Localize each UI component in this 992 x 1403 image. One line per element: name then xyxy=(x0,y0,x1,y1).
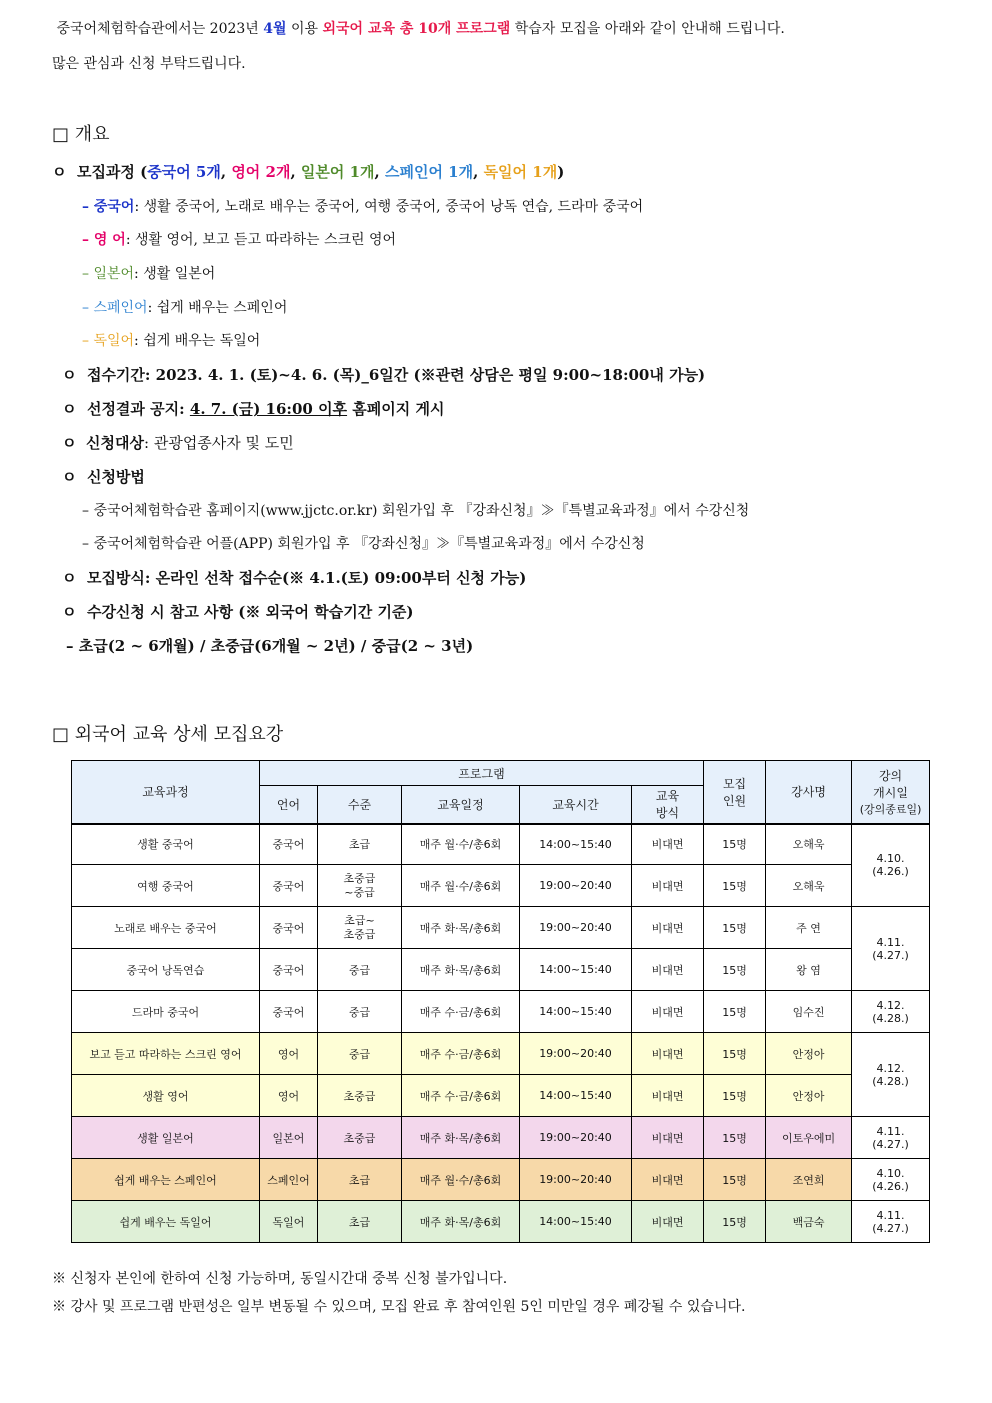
table-row: 여행 중국어 중국어 초중급 ~중급 매주 월·수/총6회 19:00~20:40 비대면 15명 오해욱 xyxy=(72,865,930,907)
circle-bullet-icon: ㅇ xyxy=(62,603,77,621)
circle-bullet-icon: ㅇ xyxy=(62,569,77,587)
circle-bullet-icon: ㅇ xyxy=(62,400,77,418)
table-row: 쉽게 배우는 독일어 독일어 초급 매주 화·목/총6회 14:00~15:40 비대면 15명 백금숙 4.11. (4.27.) xyxy=(72,1201,930,1243)
start-date-cell: 4.10. (4.26.) xyxy=(852,824,930,907)
table-row: 드라마 중국어 중국어 중급 매주 수·금/총6회 14:00~15:40 비대면 15명 임수진 4.12. (4.28.) xyxy=(72,991,930,1033)
recruit-courses: ㅇ 모집과정 (중국어 5개, 영어 2개, 일본어 1개, 스페인어 1개, 독일어 1개) xyxy=(52,163,565,181)
start-date-cell: 4.11. (4.27.) xyxy=(852,1201,930,1243)
footer-note-2: ※ 강사 및 프로그램 반편성은 일부 변동될 수 있으며, 모집 완료 후 참여인원 5인 미만일 경우 폐강될 수 있습니다. xyxy=(52,1299,746,1315)
apply-target: ㅇ 신청대상: 관광업종사자 및 도민 xyxy=(62,434,294,452)
sub-spanish: – 스페인어: 쉽게 배우는 스페인어 xyxy=(82,300,288,316)
table-row: 쉽게 배우는 스페인어 스페인어 초급 매주 월·수/총6회 19:00~20:40 비대면 15명 조연희 4.10. (4.26.) xyxy=(72,1159,930,1201)
sub-japanese: – 일본어: 생활 일본어 xyxy=(82,266,216,282)
reference-note: ㅇ 수강신청 시 참고 사항 (※ 외국어 학습기간 기준) xyxy=(62,603,414,621)
start-date-cell: 4.10. (4.26.) xyxy=(852,1159,930,1201)
header-level: 수준 xyxy=(318,786,402,824)
table-row: 보고 듣고 따라하는 스크린 영어 영어 중급 매주 수·금/총6회 19:00~20:40 비대면 15명 안정아 4.12. (4.28.) xyxy=(72,1033,930,1075)
intro-line-2: 많은 관심과 신청 부탁드립니다. xyxy=(52,56,246,72)
apply-period: ㅇ 접수기간: 2023. 4. 1. (토)~4. 6. (목)_6일간 (※관련 상담은 평일 9:00~18:00내 가능) xyxy=(62,366,706,384)
table-row: 중국어 낭독연습 중국어 중급 매주 화·목/총6회 14:00~15:40 비대면 15명 왕 염 xyxy=(72,949,930,991)
header-mode: 교육 방식 xyxy=(632,786,704,824)
section-title-overview: □ 개요 xyxy=(52,124,110,145)
header-schedule: 교육일정 xyxy=(402,786,520,824)
header-language: 언어 xyxy=(260,786,318,824)
start-date-cell: 4.11. (4.27.) xyxy=(852,1117,930,1159)
apply-method-web: – 중국어체험학습관 홈페이지(www.jjctc.or.kr) 회원가입 후 『강좌신청』≫『특별교육과정』에서 수강신청 xyxy=(82,503,750,519)
start-date-cell: 4.12. (4.28.) xyxy=(852,991,930,1033)
header-time: 교육시간 xyxy=(520,786,632,824)
result-notice: ㅇ 선정결과 공지: 4. 7. (금) 16:00 이후 홈페이지 게시 xyxy=(62,400,445,418)
apply-method-app: – 중국어체험학습관 어플(APP) 회원가입 후 『강좌신청』≫『특별교육과정』에서 수강신청 xyxy=(82,536,645,552)
table-row: 노래로 배우는 중국어 중국어 초급~ 초중급 매주 화·목/총6회 19:00~20:40 비대면 15명 주 연 4.11. (4.27.) xyxy=(72,907,930,949)
start-date-cell: 4.11. (4.27.) xyxy=(852,907,930,991)
section-title-details: □ 외국어 교육 상세 모집요강 xyxy=(52,724,284,745)
program-table xyxy=(71,760,930,1243)
table-row: 생활 일본어 일본어 초중급 매주 화·목/총6회 19:00~20:40 비대면 15명 이토우에미 4.11. (4.27.) xyxy=(72,1117,930,1159)
header-start-date: 강의 개시일 (강의종료일) xyxy=(852,761,930,824)
sub-german: – 독일어: 쉽게 배우는 독일어 xyxy=(82,333,261,349)
header-program: 프로그램 xyxy=(260,761,704,786)
sub-english: – 영 어: 생활 영어, 보고 듣고 따라하는 스크린 영어 xyxy=(82,232,397,248)
intro-line-1: 중국어체험학습관에서는 2023년 4월 이용 외국어 교육 총 10개 프로그램 학습자 모집을 아래와 같이 안내해 드립니다. xyxy=(56,21,785,37)
footer-note-1: ※ 신청자 본인에 한하여 신청 가능하며, 동일시간대 중복 신청 불가입니다. xyxy=(52,1271,508,1287)
circle-bullet-icon: ㅇ xyxy=(62,434,77,452)
recruit-way: ㅇ 모집방식: 온라인 선착 접수순(※ 4.1.(토) 09:00부터 신청 가능) xyxy=(62,569,527,587)
header-course: 교육과정 xyxy=(72,761,260,824)
apply-method: ㅇ 신청방법 xyxy=(62,468,145,486)
header-capacity: 모집 인원 xyxy=(704,761,766,824)
sub-chinese: – 중국어: 생활 중국어, 노래로 배우는 중국어, 여행 중국어, 중국어 낭독 연습, 드라마 중국어 xyxy=(82,199,644,215)
start-date-cell: 4.12. (4.28.) xyxy=(852,1033,930,1117)
table-row: 생활 영어 영어 초중급 매주 수·금/총6회 14:00~15:40 비대면 15명 안정아 xyxy=(72,1075,930,1117)
table-row: 생활 중국어 중국어 초급 매주 월·수/총6회 14:00~15:40 비대면 15명 오해욱 4.10. (4.26.) xyxy=(72,824,930,865)
circle-bullet-icon: ㅇ xyxy=(52,163,67,181)
level-guide: – 초급(2 ~ 6개월) / 초중급(6개월 ~ 2년) / 중급(2 ~ 3년) xyxy=(66,637,474,655)
circle-bullet-icon: ㅇ xyxy=(62,366,77,384)
circle-bullet-icon: ㅇ xyxy=(62,468,77,486)
header-teacher: 강사명 xyxy=(766,761,852,824)
